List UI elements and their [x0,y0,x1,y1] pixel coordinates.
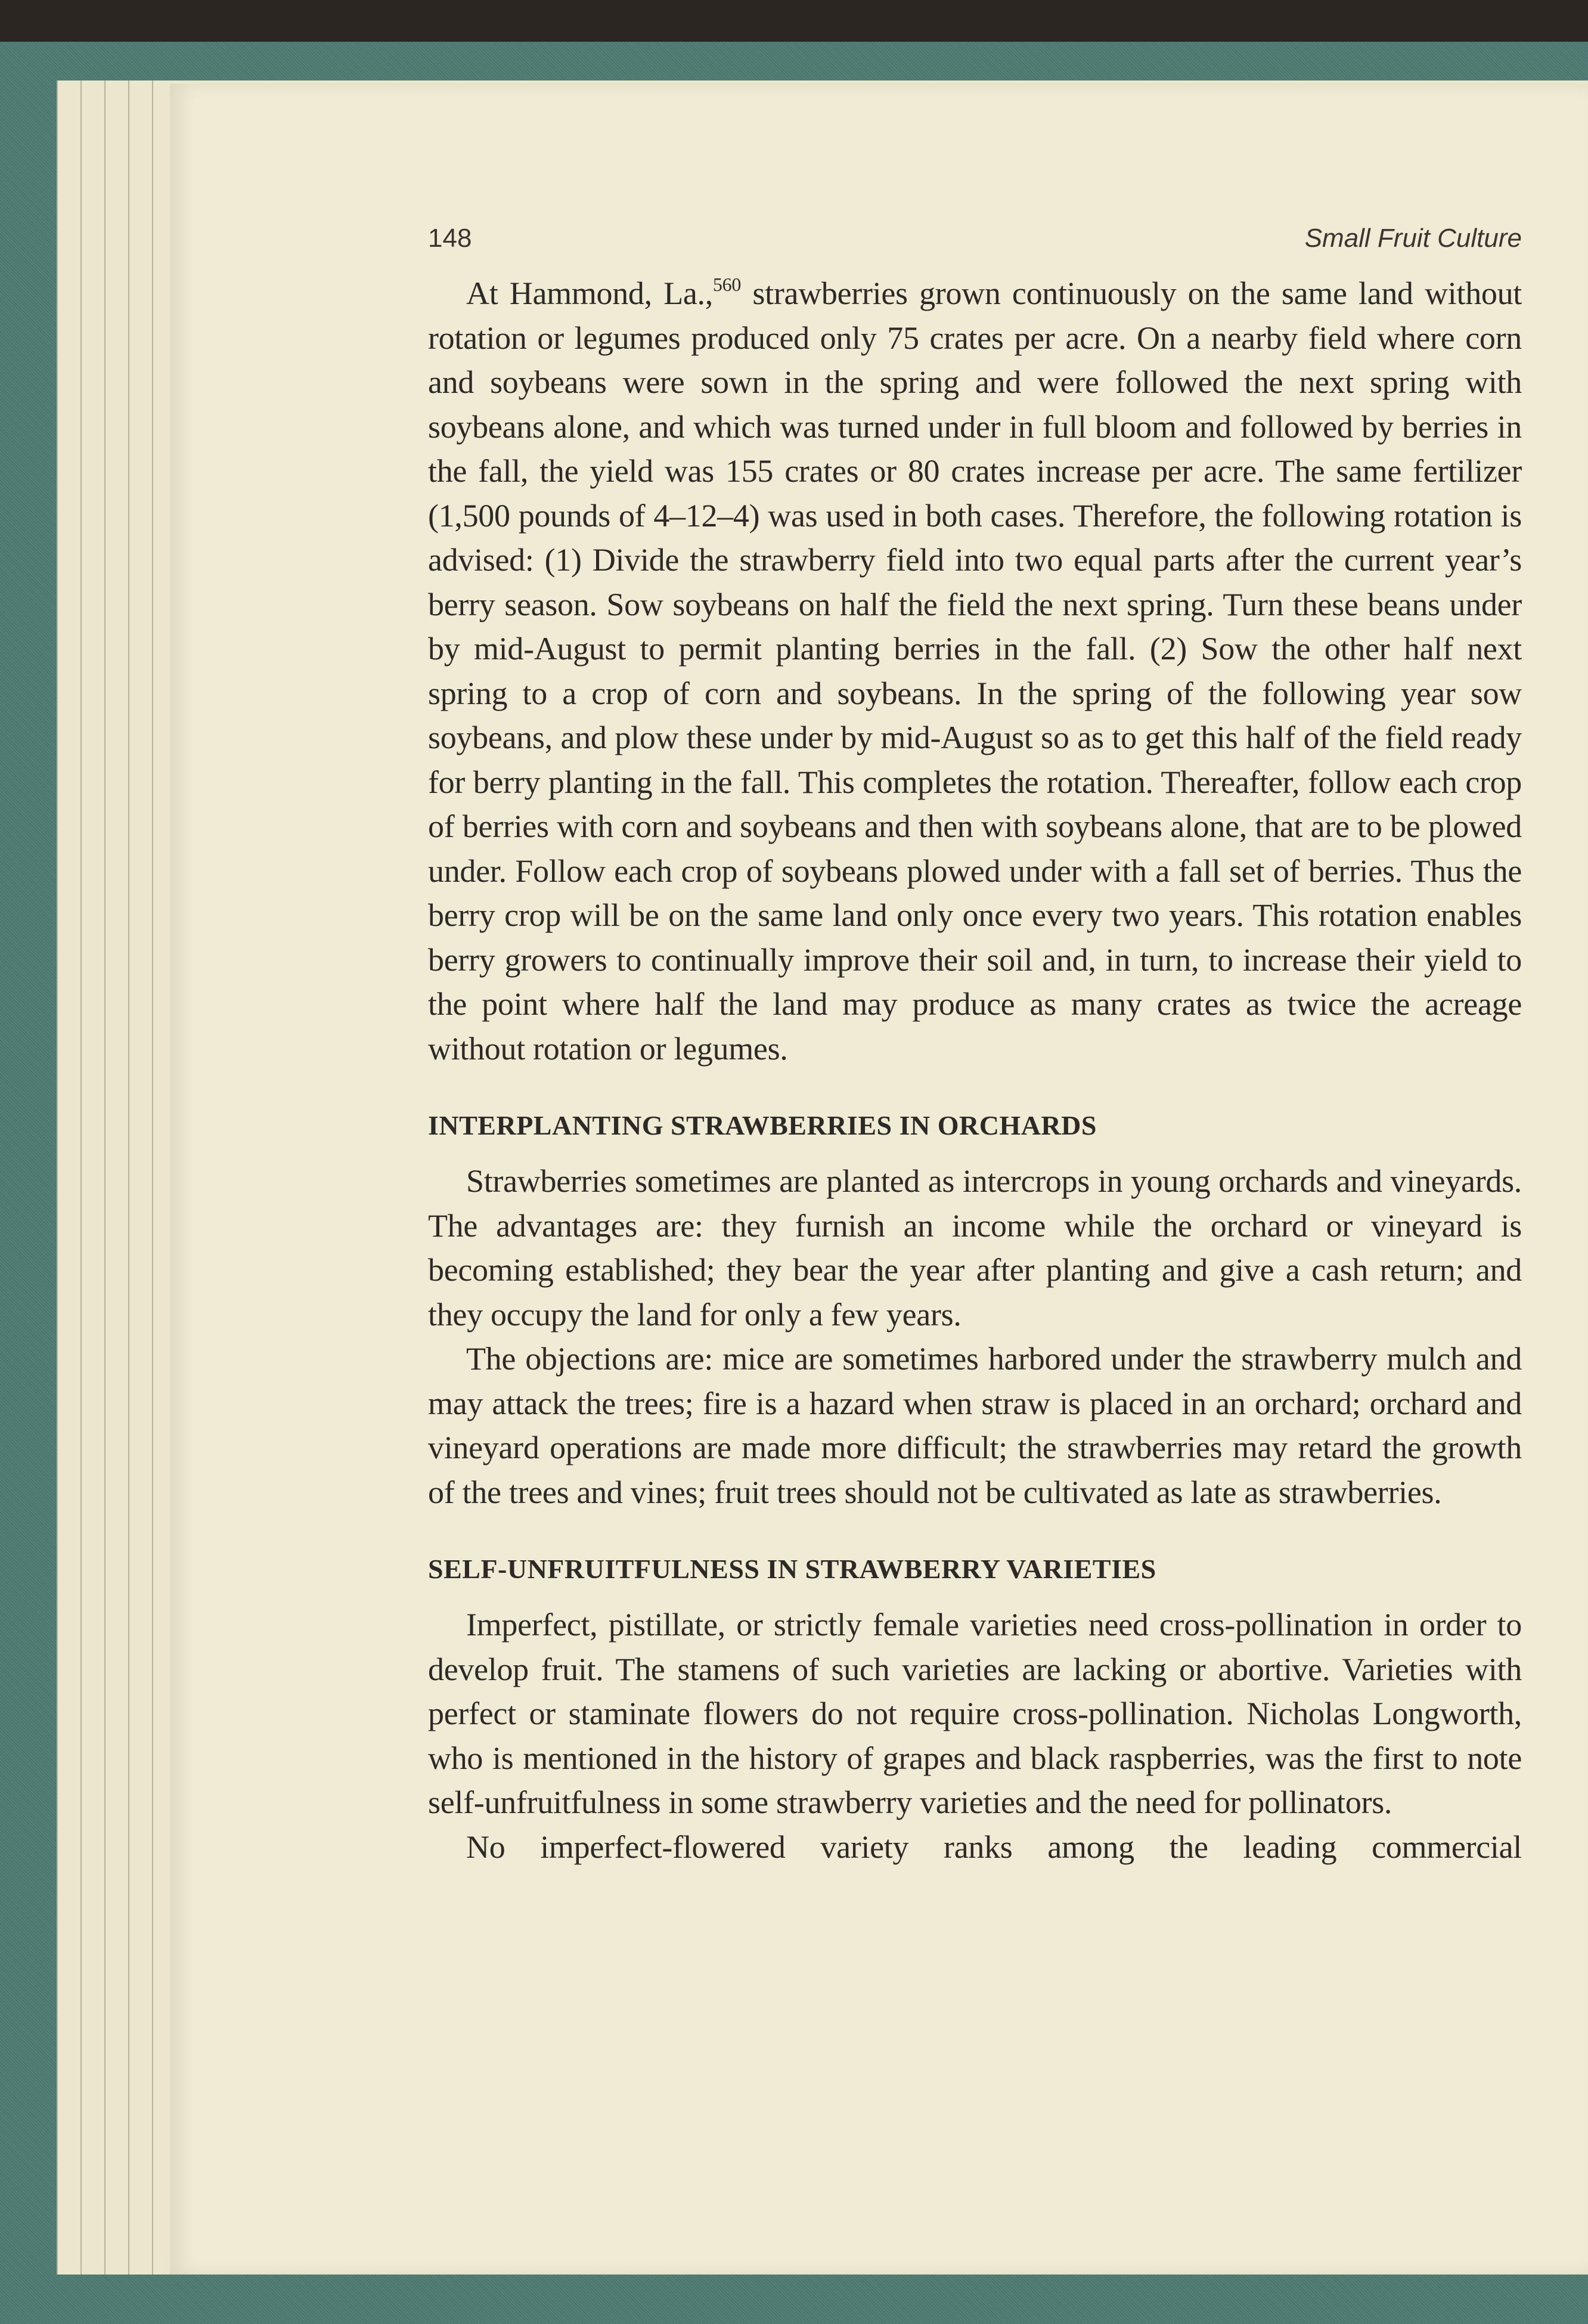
paragraph-text: At Hammond, La., [466,275,713,311]
running-title: Small Fruit Culture [1304,224,1522,253]
paragraph-imperfect-varieties: No imperfect-flowered variety ranks among the leading commercial [466,1829,1522,1865]
scan-background [0,0,1588,48]
running-head [428,206,1522,271]
paragraph-pollination: Imperfect, pistillate, or strictly female varieties need cross-pollination in order to develop fruit. The stamens of such varieties are lacking or abortive. Varieties with perfect or staminate flowers do not require cross-pollination. Nicholas Longworth, who is mentioned in the history of grapes and black raspberries, was the first to note self-unfruitfulness in some strawberry varieties and the need for pollinators. [428,1607,1522,1820]
page-number: 148 [428,224,472,253]
paragraph-rotation [428,271,1522,1071]
footnote-reference: 560 [712,274,742,295]
section-heading-self-unfruitfulness: SELF-UNFRUITFULNESS IN STRAWBERRY VARIETIES [428,1554,1156,1584]
paragraph-advantages: Strawberries sometimes are planted as intercrops in young orchards and vineyards. The advantages are: they furnish an income while the orchard or vineyard is becoming established; they bear the year after planting and give a cash return; and they occupy the land for only a few years. [428,1163,1522,1333]
page-content [428,206,1522,1869]
paragraph-text: strawberries grown continuously on the same land without rotation or legumes produced only 75 crates per acre. On a nearby field where corn and soybeans were sown in the spring and were followed the next spring with soybeans alone, and which was turned under in full bloom and followed by berries in the fall, the yield was 155 crates or 80 crates increase per acre. The same fertilizer (1,500 pounds of 4–12–4) was used in both cases. Therefore, the following rotation is advised: (1) Divide the strawberry field into two equal parts after the current year’s berry season. Sow soybeans on half the field the next spring. Turn these beans under by mid-August to permit planting berries in the fall. (2) Sow the other half next spring to a crop of corn and soybeans. In the spring of the following year sow soybeans, and plow these under by mid-August so as to get this half of the field ready for berry planting in the fall. This completes the rotation. Thereafter, follow each crop of berries with corn and soybeans and then with soybeans alone, that are to be plowed under. Follow each crop of soybeans plowed under with a fall set of berries. Thus the berry crop will be on the same land only once every two years. This rotation enables berry growers to continually improve their soil and, in turn, to increase their yield to the point where half the land may produce as many crates as twice the acreage without rotation or legumes. [428,275,1522,1067]
section-heading-interplanting: INTERPLANTING STRAWBERRIES IN ORCHARDS [428,1110,1097,1141]
paragraph-objections: The objections are: mice are sometimes harbored under the strawberry mulch and may attack the trees; fire is a hazard when straw is placed in an orchard; orchard and vineyard operations are made more difficult; the strawberries may retard the growth of the trees and vines; fruit trees should not be cultivated as late as strawberries. [428,1341,1522,1510]
